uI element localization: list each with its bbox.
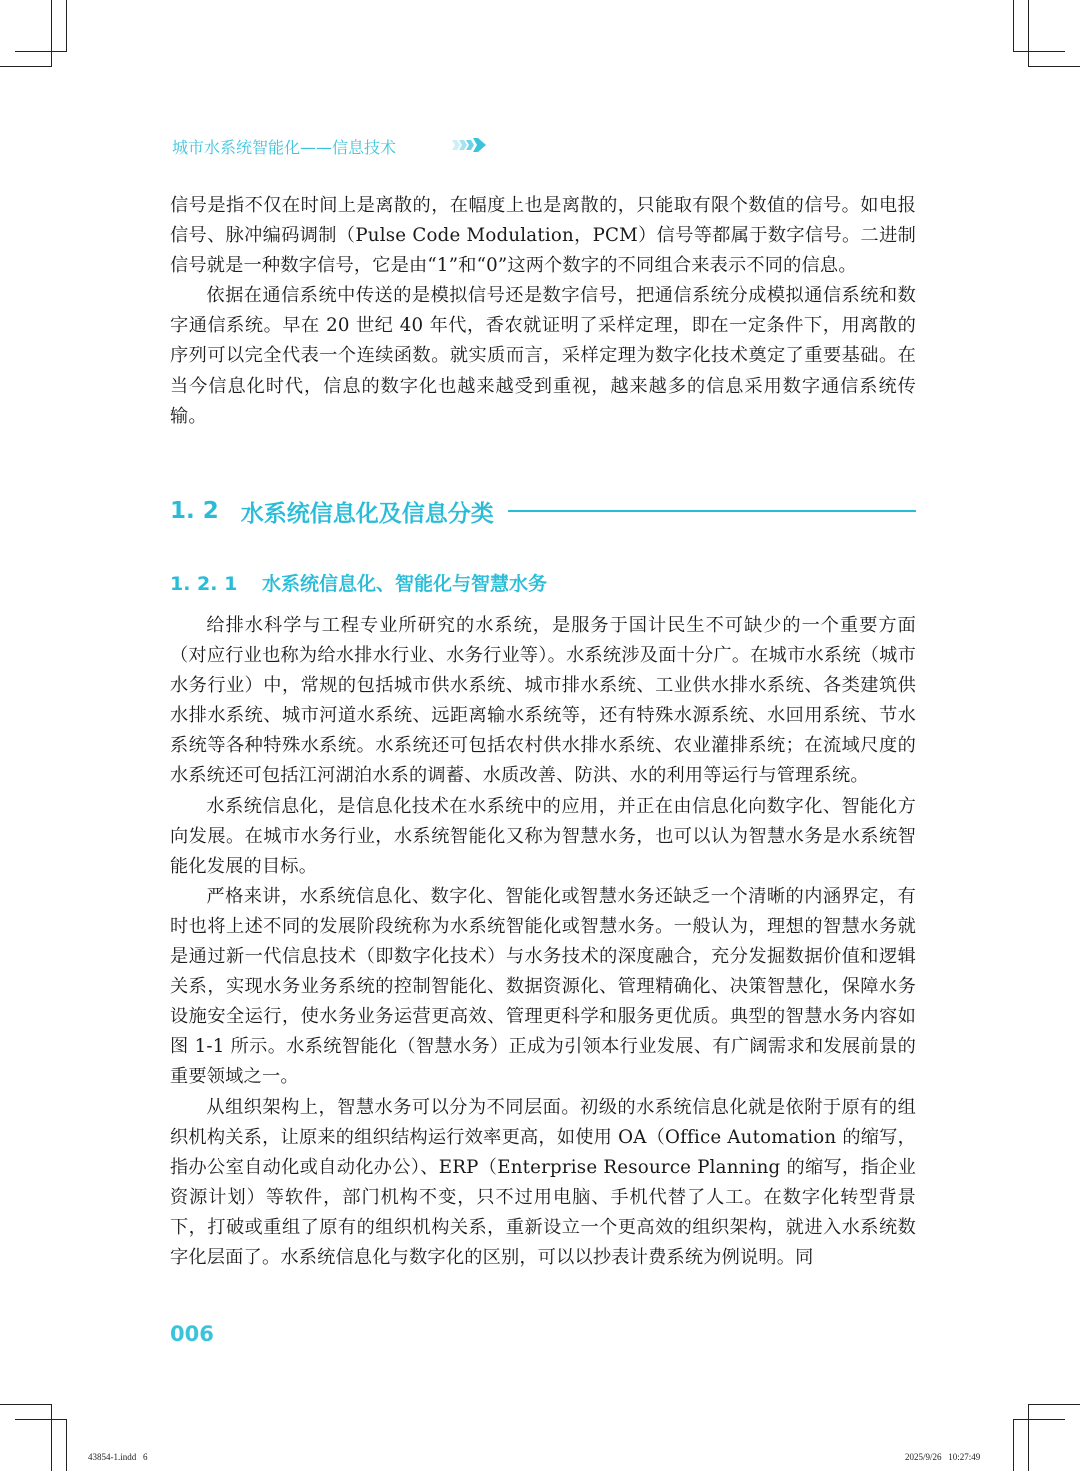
intro-text <box>170 191 916 432</box>
paragraph: 从组织架构上，智慧水务可以分为不同层面。初级的水系统信息化就是依附于原有的组织机构关系，让原来的组织结构运行效率更高，如使用 OA（Office Automation 的缩写，指办公室自动化或自动化办公）、ERP（Enterprise Resource Planning 的缩写，指企业资源计划）等软件，部门机构不变，只不过用电脑、手机代替了人工。在数字化转型背景下，打破或重组了原有的组织机构关系，重新设立一个更高效的组织架构，就进入水系统数字化层面了。水系统信息化与数字化的区别，可以以抄表计费系统为例说明。同 <box>170 1096 916 1268</box>
crop-mark <box>1028 66 1080 67</box>
crop-mark <box>1013 1419 1065 1420</box>
section-number: 1. 2 <box>170 498 219 524</box>
running-head: 城市水系统智能化——信息技术 <box>172 138 397 157</box>
crop-mark <box>15 51 67 52</box>
arrow-chevrons-icon <box>452 137 488 153</box>
crop-mark <box>0 1404 52 1405</box>
crop-mark <box>15 1419 67 1420</box>
crop-mark <box>51 0 52 67</box>
paragraph: 信号是指不仅在时间上是离散的，在幅度上也是离散的，只能取有限个数值的信号。如电报信号、脉冲编码调制（Pulse Code Modulation，PCM）信号等都属于数字信号。二进制信号就是一种数字信号，它是由“1”和“0”这两个数字的不同组合来表示不同的信息。 <box>170 195 916 277</box>
subsection-title: 水系统信息化、智能化与智慧水务 <box>261 573 547 595</box>
paragraph: 水系统信息化，是信息化技术在水系统中的应用，并正在由信息化向数字化、智能化方向发展。在城市水务行业，水系统智能化又称为智慧水务，也可以认为智慧水务是水系统智能化发展的目标。 <box>170 795 916 877</box>
crop-mark <box>1013 1419 1014 1471</box>
subsection-heading <box>170 569 547 596</box>
paragraph: 依据在通信系统中传送的是模拟信号还是数字信号，把通信系统分成模拟通信系统和数字通信系统。早在 20 世纪 40 年代，香农就证明了采样定理，即在一定条件下，用离散的序列可以完全代表一个连续函数。就实质而言，采样定理为数字化技术奠定了重要基础。在当今信息化时代，信息的数字化也越来越受到重视，越来越多的信息采用数字通信系统传输。 <box>170 285 916 427</box>
crop-mark <box>1028 0 1029 67</box>
paragraph: 给排水科学与工程专业所研究的水系统，是服务于国计民生不可缺少的一个重要方面（对应行业也称为给水排水行业、水务行业等）。水系统涉及面十分广。在城市水系统（城市水务行业）中，常规的包括城市供水系统、城市排水系统、工业供水排水系统、各类建筑供水排水系统、城市河道水系统、远距离输水系统等，还有特殊水源系统、水回用系统、节水系统等各种特殊水系统。水系统还可包括农村供水排水系统、农业灌排系统；在流域尺度的水系统还可包括江河湖泊水系的调蓄、水质改善、防洪、水的利用等运行与管理系统。 <box>170 615 916 787</box>
section-heading <box>170 492 916 530</box>
crop-mark <box>1028 1404 1029 1471</box>
section-title: 水系统信息化及信息分类 <box>240 500 494 527</box>
crop-mark <box>1013 51 1065 52</box>
crop-mark <box>1013 0 1014 52</box>
page-number: 006 <box>170 1322 214 1346</box>
section-rule <box>508 510 916 512</box>
slug-file: 43854-1.indd 6 <box>88 1452 148 1462</box>
subsection-number: 1. 2. 1 <box>170 573 238 595</box>
crop-mark <box>0 66 52 67</box>
crop-mark <box>66 0 67 52</box>
crop-mark <box>66 1419 67 1471</box>
body-text <box>170 611 916 1273</box>
slug-timestamp: 2025/9/26 10:27:49 <box>905 1452 981 1462</box>
crop-mark <box>51 1404 52 1471</box>
crop-mark <box>1028 1404 1080 1405</box>
paragraph: 严格来讲，水系统信息化、数字化、智能化或智慧水务还缺乏一个清晰的内涵界定，有时也将上述不同的发展阶段统称为水系统智能化或智慧水务。一般认为，理想的智慧水务就是通过新一代信息技术（即数字化技术）与水务技术的深度融合，充分发掘数据价值和逻辑关系，实现水务业务系统的控制智能化、数据资源化、管理精确化、决策智慧化，保障水务设施安全运行，使水务业务运营更高效、管理更科学和服务更优质。典型的智慧水务内容如图 1-1 所示。水系统智能化（智慧水务）正成为引领本行业发展、有广阔需求和发展前景的重要领域之一。 <box>170 885 916 1088</box>
